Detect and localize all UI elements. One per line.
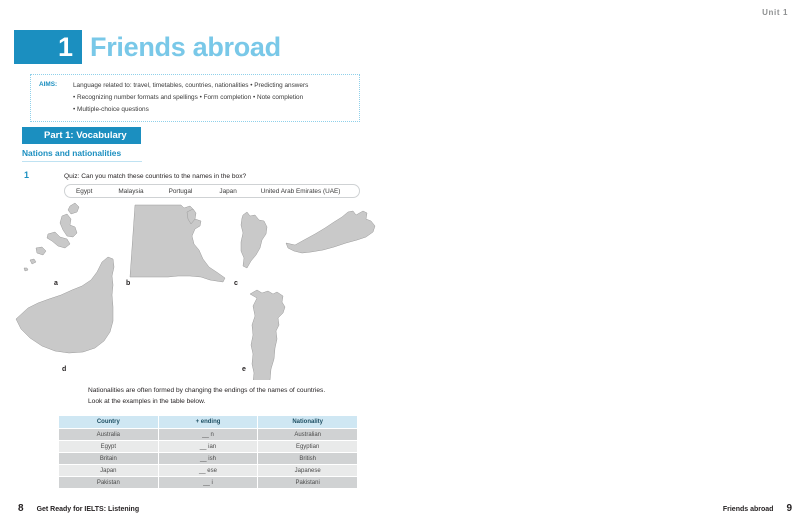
cell-nationality: Japanese <box>258 465 358 477</box>
footer-unit-title: Friends abroad <box>722 506 774 513</box>
map-label-d: d <box>62 366 67 373</box>
page-number-left: 8 <box>18 503 24 514</box>
aims-label: AIMS: <box>39 81 58 88</box>
exercise-1-number: 1 <box>24 170 30 180</box>
aims-line: • Multiple-choice questions <box>73 105 149 113</box>
exercise-1-prompt: Quiz: Can you match these countries to the names in the box? <box>64 173 247 180</box>
cell-ending: __ i <box>158 477 258 489</box>
word-box-item: Egypt <box>76 187 93 195</box>
cell-country: Pakistan <box>59 477 159 489</box>
nationality-intro <box>88 386 325 407</box>
word-box-item: Portugal <box>168 187 193 195</box>
page-number-right: 9 <box>786 503 792 514</box>
map-shape-uae <box>16 257 114 353</box>
footer-book-title: Get Ready for IELTS: Listening <box>36 506 140 513</box>
country-shapes <box>14 198 394 380</box>
nationality-intro-line: Look at the examples in the table below. <box>88 397 206 405</box>
table-row <box>59 441 358 453</box>
table-header-row <box>59 416 358 429</box>
cell-nationality: Australian <box>258 429 358 441</box>
cell-ending: __ n <box>158 429 258 441</box>
table-row <box>59 477 358 489</box>
country-map-svg <box>14 198 394 380</box>
cell-country: Australia <box>59 429 159 441</box>
cell-nationality: British <box>258 453 358 465</box>
word-box-item: Malaysia <box>118 187 144 195</box>
country-word-box <box>64 184 360 198</box>
word-box-item: Japan <box>219 187 237 195</box>
cell-ending: __ ish <box>158 453 258 465</box>
map-label-b: b <box>126 280 131 287</box>
cell-country: Britain <box>59 453 159 465</box>
unit-title <box>14 30 281 64</box>
cell-ending: __ ian <box>158 441 258 453</box>
nationality-intro-line: Nationalities are often formed by changing the endings of the names of countries. <box>88 387 326 394</box>
column-header-ending: + ending <box>158 416 258 429</box>
cell-nationality: Egyptian <box>258 441 358 453</box>
column-header-nationality: Nationality <box>258 416 358 429</box>
map-label-e: e <box>242 366 246 373</box>
table-row <box>59 429 358 441</box>
map-shape-japan <box>24 203 79 271</box>
unit-number: 1 <box>14 30 82 64</box>
unit-title-text: Friends abroad <box>90 32 281 62</box>
map-shape-malaysia-west <box>241 212 267 268</box>
cell-ending: __ ese <box>158 465 258 477</box>
map-shape-portugal <box>250 290 285 380</box>
cell-nationality: Pakistani <box>258 477 358 489</box>
map-shape-egypt <box>130 205 225 282</box>
footer-right <box>723 503 792 514</box>
part-banner: Part 1: Vocabulary <box>22 127 141 144</box>
table-row <box>59 453 358 465</box>
map-label-c: c <box>234 280 238 287</box>
aims-box <box>30 74 360 122</box>
cell-country: Egypt <box>59 441 159 453</box>
nationality-table <box>58 415 358 489</box>
word-box-item: United Arab Emirates (UAE) <box>260 187 341 195</box>
right-page <box>405 0 810 527</box>
aims-line: • Recognizing number formats and spellings • Form completion • Note completion <box>73 93 304 101</box>
unit-tag: Unit 1 <box>762 8 788 17</box>
section-subheading: Nations and nationalities <box>22 148 142 162</box>
map-shape-malaysia-east <box>286 211 375 253</box>
map-label-a: a <box>54 280 58 287</box>
cell-country: Japan <box>59 465 159 477</box>
table-row <box>59 465 358 477</box>
footer-left <box>18 503 139 514</box>
aims-line: Language related to: travel, timetables, countries, nationalities • Predicting answers <box>73 82 309 89</box>
aims-lines <box>73 80 308 116</box>
column-header-country: Country <box>59 416 159 429</box>
